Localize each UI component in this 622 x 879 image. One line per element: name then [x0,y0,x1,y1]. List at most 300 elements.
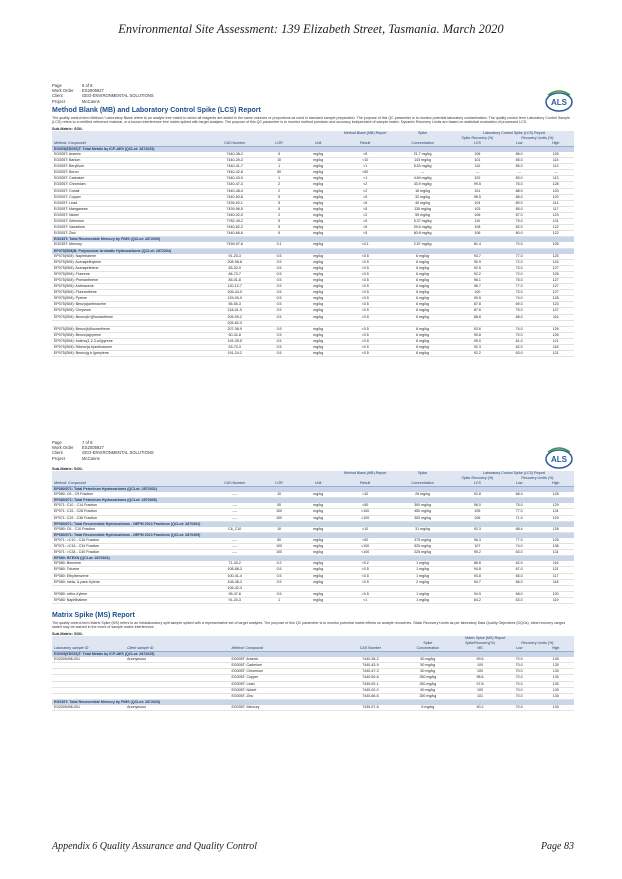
table-cell: mg/kg [297,194,339,200]
table-cell: EG035T: Mercury [229,705,344,711]
header-lcs-report: Laboratory Control Spike (LCS) Report [454,471,574,476]
table-cell: 0.5 [261,351,298,357]
table-cell: 50 mg/kg [397,663,460,669]
mb-lcs-table [52,131,574,358]
table-cell: EP071: >C34 - C40 Fraction [52,550,209,556]
table-cell: 69.0 [501,302,538,308]
table-cell: 84.2 [454,597,501,603]
table-cell: EG035T: Mercury [52,242,209,248]
table-cell: 88.8 [454,314,501,320]
table-cell: 50 [261,503,298,509]
table-cell: 94.5 [454,591,501,597]
table-cell: 71-43-2 [209,561,261,567]
table-cell: EG005T: Lead [229,681,344,687]
table-cell: 100 [261,550,298,556]
table-cell: <0.5 [339,567,391,573]
table-cell: <10 [339,158,391,164]
table-cell: 70.0 [501,657,538,663]
table-cell: 74.0 [501,296,538,302]
table-cell: EP075(SIM): Fluoranthene [52,290,209,296]
table-cell: 250 mg/kg [397,693,460,699]
table-cell: 122 [537,231,574,237]
table-cell: EP080: Naphthalene [52,597,209,603]
table-cell: 6 mg/kg [391,265,454,271]
table-cell: 92.2 [454,351,501,357]
table-cell: 56-55-3 [209,302,261,308]
mb-lcs-title: Method Blank (MB) and Laboratory Control Spike (LCS) Report [52,106,261,114]
table-cell: mg/kg [297,332,339,338]
column-header: LOR [261,481,298,487]
table-cell: <5 [339,225,391,231]
table-cell: EP080: meta- & para-Xylene [52,579,209,585]
logo-text: ALS [551,98,567,107]
table-cell: 85.0 [501,158,538,164]
table-cell: 207-08-9 [209,326,261,332]
sub-matrix-label: Sub-Matrix: SOIL [52,126,83,131]
table-cell: 191-24-2 [209,351,261,357]
table-cell: 71.0 [501,515,538,521]
table-cell: 93.7 [454,254,501,260]
table-cell: 6 mg/kg [391,326,454,332]
table-cell: <0.5 [339,579,391,585]
table-cell: 126 [537,152,574,158]
table-cell: EG005T: Zinc [229,693,344,699]
table-cell: ---- [209,538,261,544]
table-cell: 99.5 [454,182,501,188]
table-cell: 1 [261,176,298,182]
group-title: EP080/071: Total Petroleum Hydrocarbons (QCLot: 2870305) [52,498,574,504]
table-cell: ES2005496-001 [52,705,125,711]
table-cell: 7440-66-6 [209,231,261,237]
table-cell: mg/kg [297,527,339,533]
table-cell: 92.3 [454,527,501,533]
table-cell: 96.1 [454,277,501,283]
table-cell: mg/kg [297,561,339,567]
footer-left: Appendix 6 Quality Assurance and Quality Control [52,841,257,852]
table-cell: 26 mg/kg [391,492,454,498]
table-cell: 29.6 mg/kg [391,225,454,231]
table-cell: EP080: C6 - C9 Fraction [52,492,209,498]
table-cell: 0.5 [261,290,298,296]
table-cell: <100 [339,550,391,556]
table-cell: 225 mg/kg [391,550,454,556]
header-recovery-limits: Recovery Limits (%) [501,136,574,141]
table-cell: mg/kg [297,212,339,218]
table-cell: 110 [454,164,501,170]
table-cell: 6 mg/kg [391,271,454,277]
column-header: Unit [297,481,339,487]
table-cell: EG005T: Copper [229,675,344,681]
table-cell: 0.5 [261,296,298,302]
table-cell: 106-42-3 [209,585,261,591]
column-header: Low [501,141,538,147]
table-cell: 2 mg/kg [391,579,454,585]
header-spike: Spike [391,471,454,476]
table-cell: 0.5 [261,345,298,351]
table-cell: 0.1 [261,242,298,248]
table-cell: 86-73-7 [209,271,261,277]
table-cell: 0.5 [261,265,298,271]
table-cell: 92.2 [454,271,501,277]
table-cell: 95-47-6 [209,591,261,597]
table-cell: EP075(SIM): Chrysene [52,308,209,314]
table-cell: mg/kg [297,579,339,585]
table-cell: EP071: C10 - C14 Fraction [52,503,209,509]
table-cell: 6 mg/kg [391,259,454,265]
table-cell: 0.5 [261,338,298,344]
table-cell: 7440-50-8 [209,194,261,200]
table-cell: 0.5 [261,579,298,585]
column-header: High [537,646,574,652]
column-header: LCS [454,481,501,487]
table-cell: 83-32-9 [209,265,261,271]
table-cell: 125 [537,538,574,544]
table-cell: 6 mg/kg [391,338,454,344]
column-header: Low [501,646,538,652]
table-cell: 43.9 mg/kg [391,182,454,188]
table-cell: 117 [537,206,574,212]
table-cell: 7782-49-2 [209,219,261,225]
table-cell: 73.0 [501,290,538,296]
header-recovery-limits: Recovery Limits (%) [501,641,574,646]
table-cell: 1 [261,597,298,603]
table-cell: 7440-47-3 [209,182,261,188]
page-number: Page 83 [540,841,574,852]
column-header: High [537,141,574,147]
table-cell: 2 [261,212,298,218]
table-cell: <0.5 [339,308,391,314]
table-cell: mg/kg [297,200,339,206]
table-cell: EP075(SIM): Acenaphthene [52,265,209,271]
table-cell: 68.4 [501,527,538,533]
table-cell: <0.5 [339,271,391,277]
table-cell: 116 [537,314,574,320]
header-mb-report: Method Blank (MB) Report [339,131,391,136]
table-cell: 77.0 [501,254,538,260]
table-cell: 106 [454,515,501,521]
table-cell: 0.5 [261,314,298,320]
meta-label: Work Order [52,445,74,451]
table-cell: 60.8 mg/kg [391,231,454,237]
table-cell: 6 mg/kg [391,302,454,308]
table-cell: mg/kg [297,225,339,231]
table-cell: 116 [537,561,574,567]
table-cell: 100 [459,663,501,669]
table-cell: 6 mg/kg [391,332,454,338]
logo-text: ALS [551,455,567,464]
table-cell: 113 [537,164,574,170]
table-cell: 6 mg/kg [391,308,454,314]
table-cell: 205-99-2 [209,314,261,320]
table-cell: EP080: Ethylbenzene [52,573,209,579]
table-cell: 92.3 [454,345,501,351]
table-cell: --- [537,170,574,176]
table-cell: <100 [339,515,391,521]
report-page-7 [52,440,574,711]
table-cell: 70.0 [501,669,538,675]
table-cell: 0.5 [261,277,298,283]
table-cell: <0.5 [339,332,391,338]
table-cell: 0.5 [261,284,298,290]
table-cell: 92.5 [454,265,501,271]
table-cell: 2.57 mg/kg [391,242,454,248]
table-cell: <0.5 [339,254,391,260]
table-cell: C6_C10 [209,527,261,533]
table-cell: 7440-38-2 [344,657,396,663]
table-cell: <50 [339,170,391,176]
table-cell: 7440-43-9 [209,176,261,182]
meta-label: Page [52,83,62,88]
table-cell: 218-01-9 [209,308,261,314]
table-cell: 2 [261,188,298,194]
table-cell: 130 [537,675,574,681]
table-cell: ---- [209,515,261,521]
table-cell: 114 [537,200,574,206]
table-cell: 77.0 [501,284,538,290]
table-cell: 131 [537,550,574,556]
table-cell: 120 [537,194,574,200]
table-cell: 70.0 [501,332,538,338]
table-cell: 108-88-3 [209,567,261,573]
table-cell: ---- [209,544,261,550]
table-row [52,351,574,357]
column-header: Client sample ID [125,646,229,652]
table-cell: 208-96-8 [209,259,261,265]
column-header: Concentration [391,141,454,147]
table-cell: 101 [459,693,501,699]
table-cell: 101 [454,188,501,194]
table-cell: 130 [537,705,574,711]
table-cell: 40 mg/kg [391,200,454,206]
meta-value: ES2005927 [82,445,104,451]
table-cell: <0.1 [339,242,391,248]
table-cell: <10 [339,527,391,533]
table-cell: <50 [339,538,391,544]
table-cell: 126 [537,326,574,332]
table-cell: <50 [339,503,391,509]
table-cell: 7439-92-1 [344,681,396,687]
table-cell: 127 [537,308,574,314]
table-cell: 70.0 [501,687,538,693]
table-cell: 129 [537,503,574,509]
table-cell: 5 [261,219,298,225]
table-cell: <0.5 [339,314,391,320]
table-cell: 97.8 [459,681,501,687]
table-cell: 86.0 [501,152,538,158]
table-cell: <0.5 [339,277,391,283]
table-cell: 90.8 [454,332,501,338]
table-cell: 138 [537,544,574,550]
table-cell: 104 [454,200,501,206]
table-cell: 108-38-3 [209,579,261,585]
table-cell: <0.5 [339,302,391,308]
table-cell: 7440-42-8 [209,170,261,176]
table-cell: mg/kg [297,515,339,521]
column-header: Concentration [391,481,454,487]
meta-value: GEO-ENVIRONMENTAL SOLUTIONS [82,93,154,99]
table-cell: mg/kg [297,338,339,344]
table-cell: 118 [537,345,574,351]
table-cell: 7439-97-6 [344,705,396,711]
table-cell: 53-70-3 [209,345,261,351]
table-cell: <0.5 [339,290,391,296]
table-cell: EG005T: Manganese [52,206,209,212]
column-header: CAS Number [344,646,396,652]
table-cell: mg/kg [297,591,339,597]
table-cell: 67.0 [501,567,538,573]
table-cell: 119 [537,597,574,603]
table-cell: EG005T: Barium [52,158,209,164]
table-cell: 70.0 [501,242,538,248]
table-cell: <100 [339,544,391,550]
table-cell: 250 mg/kg [397,675,460,681]
table-cell: EG005T: Chromium [52,182,209,188]
table-cell: mg/kg [297,206,339,212]
meta-value: 6 of 8 [82,83,93,88]
table-cell: 10 [261,527,298,533]
table-cell: 80.0 [501,200,538,206]
table-cell: EP080: ortho-Xylene [52,591,209,597]
mb-lcs-table-2 [52,471,574,604]
table-cell: 86.6 [454,561,501,567]
table-cell: 100 [459,687,501,693]
table-cell: EP075(SIM): Acenaphthylene [52,259,209,265]
table-cell: EG005T: Cadmium [52,176,209,182]
table-cell: 63.0 [501,351,538,357]
table-cell: EG005T: Arsenic [229,657,344,663]
table-cell: 1 mg/kg [391,573,454,579]
table-cell: 61.0 [501,338,538,344]
table-cell: 118 [537,579,574,585]
table-cell: 6 mg/kg [391,277,454,283]
table-cell: 7440-39-3 [209,158,261,164]
table-cell: 50 mg/kg [397,657,460,663]
table-cell: 130 [537,657,574,663]
table-cell: mg/kg [297,259,339,265]
column-header: Low [501,481,538,487]
table-cell: 72.0 [501,259,538,265]
table-cell: 62.0 [501,561,538,567]
table-cell: 1 mg/kg [391,597,454,603]
meta-label: Work Order [52,88,74,94]
table-cell: 122 [537,225,574,231]
ms-table [52,636,574,711]
table-cell: 32 mg/kg [391,194,454,200]
table-cell: 126 [537,332,574,338]
table-cell: 130 [537,687,574,693]
table-cell: 90.9 [454,259,501,265]
column-header: CAS Number [209,481,261,487]
table-cell: 1 mg/kg [391,561,454,567]
header-recovery-limits: Recovery Limits (%) [501,476,574,481]
table-cell: 5 [261,200,298,206]
meta-value: 7 of 8 [82,440,93,445]
table-cell: 96.5 [454,194,501,200]
table-cell: 7440-43-9 [344,663,396,669]
table-cell: mg/kg [297,492,339,498]
column-header: Laboratory sample ID [52,646,125,652]
table-cell: mg/kg [297,573,339,579]
table-cell: EG005T: Nickel [52,212,209,218]
table-cell: 99.6 [459,657,501,663]
table-cell: 50 [261,170,298,176]
column-header: High [537,481,574,487]
table-cell: 123 [537,302,574,308]
table-cell: 7440-47-3 [344,669,396,675]
table-cell: 96.7 [454,284,501,290]
table-cell: 7440-66-6 [344,693,396,699]
header-spike-recovery: Spike Recovery (%) [454,476,501,481]
table-cell: 128 [537,296,574,302]
table-cell: mg/kg [297,538,339,544]
table-cell: 85.0 [501,164,538,170]
table-cell: 110 [454,219,501,225]
table-cell: EG005T: Copper [52,194,209,200]
column-header: LCS [454,141,501,147]
table-cell: EP071: C15 - C28 Fraction [52,509,209,515]
table-cell: 66.0 [501,579,538,585]
table-cell: EP075(SIM): Anthracene [52,284,209,290]
table-cell: 5 [261,231,298,237]
table-cell: <0.2 [339,561,391,567]
table-cell: <5 [339,152,391,158]
table-cell: 127 [537,277,574,283]
table-cell: 0.5 [261,567,298,573]
table-cell: 127 [537,290,574,296]
column-header: Concentration [397,646,460,652]
table-cell: 75.0 [501,219,538,225]
column-header: Result [339,141,391,147]
group-title: EG005(ED093)T: Total Metals by ICP-AES (QCLot: 2872025) [52,146,574,152]
table-cell: mg/kg [297,164,339,170]
table-cell: 98.6 [459,675,501,681]
table-cell: ---- [209,509,261,515]
table-cell: 50-32-8 [209,332,261,338]
table-row [52,597,574,603]
table-cell: EP080: Benzene [52,561,209,567]
ms-description: The quality control term Matrix Spike (MS) refers to an intralaboratory split sample spiked with a representative set of target analytes. The purpose of this QC parameter is to monitor potential matrix effects on analyte recoveries. Static Recovery Limits as per laboratory Data Quality Objectives (DQOs). Ideal recovery ranges stated may be waived in the event of sample matrix interference. [52,620,566,630]
table-row [52,705,574,711]
table-cell: 10 [261,492,298,498]
page-meta [52,440,574,461]
table-cell: 0.5 [261,254,298,260]
table-cell: 85-01-8 [209,277,261,283]
table-cell: 7439-96-5 [209,206,261,212]
table-cell: 0.5 [261,259,298,265]
table-cell: 50 [261,538,298,544]
table-cell: 21.7 mg/kg [391,152,454,158]
page-meta [52,83,574,104]
table-cell: 115 [537,158,574,164]
table-cell: 7440-62-2 [209,225,261,231]
table-cell: 91-20-3 [209,597,261,603]
table-cell: EP071: >C16 - C34 Fraction [52,544,209,550]
table-cell: mg/kg [297,284,339,290]
table-cell: mg/kg [297,314,339,320]
table-cell: <2 [339,212,391,218]
meta-label: Page [52,440,62,445]
table-cell: EP075(SIM): Benzo(g.h.i)perylene [52,351,209,357]
table-cell: mg/kg [297,290,339,296]
table-cell: 4.64 mg/kg [391,176,454,182]
table-cell: EG005T: Vanadium [52,225,209,231]
table-cell: 55 mg/kg [391,212,454,218]
meta-value: ES2005927 [82,88,104,94]
table-cell: 86.0 [501,194,538,200]
table-cell: EP075(SIM): Phenanthrene [52,277,209,283]
table-cell: EG005T: Cadmium [229,663,344,669]
table-cell: 5 [261,194,298,200]
